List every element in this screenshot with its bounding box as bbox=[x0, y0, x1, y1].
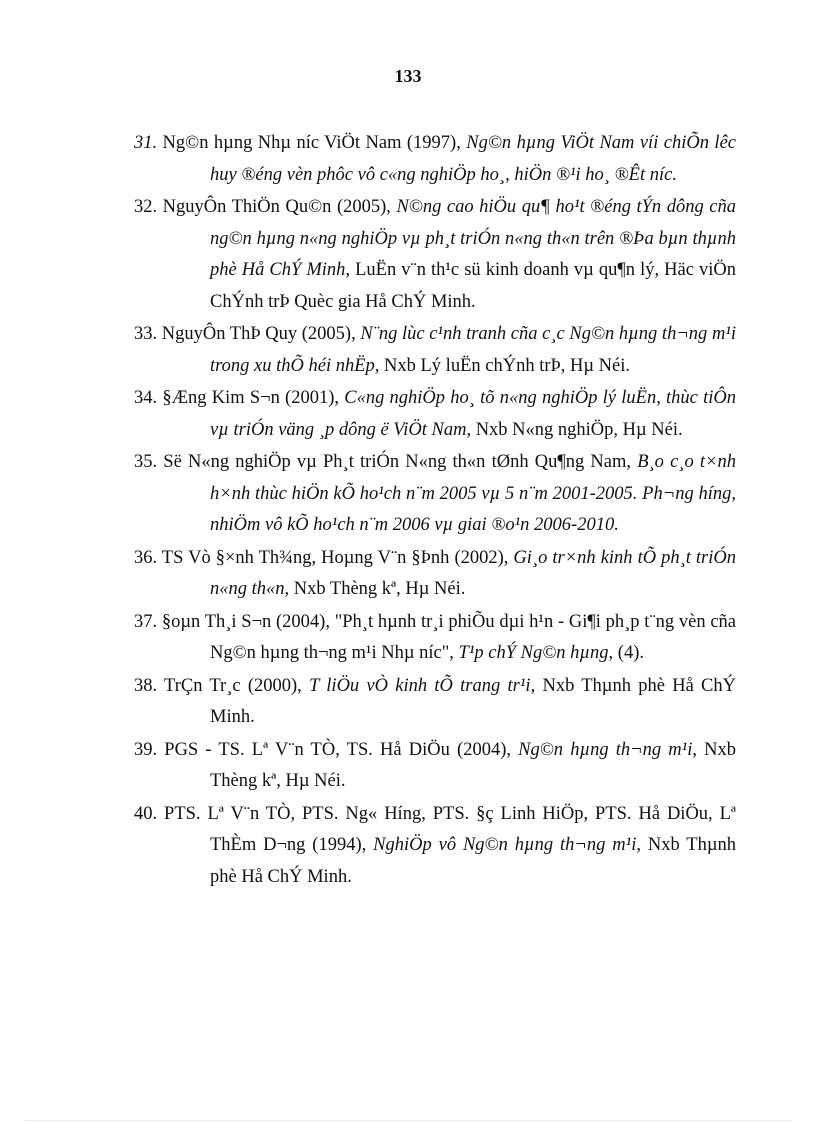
reference-title: Ng©n hµng th¬ng m¹i bbox=[518, 739, 693, 760]
page-bottom-divider bbox=[24, 1120, 792, 1121]
reference-list bbox=[134, 128, 736, 894]
reference-authors: NguyÔn ThÞ Quy (2005), bbox=[157, 324, 361, 344]
reference-authors: PTS. Lª V¨n TÒ, PTS. Ng« Híng, PTS. §ç Linh HiÖp, PTS. Hå DiÖu, Lª ThÈm D¬ng (1994), bbox=[157, 803, 736, 855]
reference-title: NghiÖp vô Ng©n hµng th¬ng m¹i bbox=[373, 835, 637, 855]
reference-publisher: , Nxb Thµnh phè Hå ChÝ Minh. bbox=[210, 675, 736, 727]
reference-number: 32. bbox=[134, 197, 158, 217]
reference-authors: Së N«ng nghiÖp vµ Ph¸t triÓn N«ng th«n tØnh Qu¶ng Nam, bbox=[157, 452, 638, 472]
reference-title: C«ng nghiÖp ho¸ tõ n«ng nghiÖp lý luËn, thùc tiÔn vµ triÓn väng ¸p dông ë ViÖt Nam bbox=[210, 388, 736, 440]
reference-authors: §Æng Kim S¬n (2001), bbox=[157, 388, 345, 408]
reference-title: B¸o c¸o t×nh h×nh thùc hiÖn kÕ ho¹ch n¨m 2005 vµ 5 n¨m 2001-2005. Ph¬ng híng, nhiÖm vô kÕ ho¹ch n¨m 2006 vµ giai ®o¹n 2006-2010. bbox=[210, 452, 736, 535]
reference-publisher: , Nxb Thèng kª, Hµ Néi. bbox=[284, 579, 466, 599]
reference-item bbox=[134, 607, 736, 670]
reference-item bbox=[134, 128, 736, 191]
reference-authors: TrÇn Tr¸c (2000), bbox=[157, 675, 310, 696]
reference-item bbox=[134, 447, 736, 542]
reference-authors: TS Vò §×nh Th¾ng, Hoµng V¨n §Þnh (2002), bbox=[157, 547, 514, 568]
reference-item bbox=[134, 671, 736, 734]
reference-title: T liÖu vÒ kinh tÕ trang tr¹i bbox=[309, 675, 531, 696]
reference-number: 35. bbox=[134, 452, 158, 472]
reference-number: 40. bbox=[134, 803, 158, 824]
reference-number: 33. bbox=[134, 324, 158, 344]
reference-publisher: , (4). bbox=[608, 643, 644, 663]
reference-item bbox=[134, 319, 736, 382]
reference-publisher: , Nxb N«ng nghiÖp, Hµ Néi. bbox=[466, 419, 683, 440]
reference-publisher: , Nxb Thèng kª, Hµ Néi. bbox=[210, 739, 736, 791]
reference-item bbox=[134, 799, 736, 894]
reference-title: N©ng cao hiÖu qu¶ ho¹t ®éng tÝn dông cña ng©n hµng n«ng nghiÖp vµ ph¸t triÓn n«ng th«n trên ®Þa bµn thµnh phè Hå ChÝ Minh bbox=[210, 197, 737, 280]
reference-number: 37. bbox=[134, 611, 158, 632]
reference-title: Gi¸o tr×nh kinh tÕ ph¸t triÓn n«ng th«n bbox=[210, 547, 736, 599]
reference-item bbox=[134, 735, 736, 798]
reference-number: 36. bbox=[134, 547, 158, 568]
reference-number: 39. bbox=[134, 739, 158, 760]
reference-publisher: , Nxb Lý luËn chÝnh trÞ, Hµ Néi. bbox=[374, 355, 631, 376]
reference-number: 34. bbox=[134, 388, 158, 408]
reference-authors: PGS - TS. Lª V¨n TÒ, TS. Hå DiÖu (2004), bbox=[157, 739, 519, 760]
reference-number: 31. bbox=[134, 133, 158, 153]
reference-publisher: , LuËn v¨n th¹c sü kinh doanh vµ qu¶n lý, Häc viÖn ChÝnh trÞ Quèc gia Hå ChÝ Minh. bbox=[210, 260, 736, 312]
reference-title: Ng©n hµng ViÖt Nam víi chiÕn lêc huy ®éng vèn phôc vô c«ng nghiÖp ho¸, hiÖn ®¹i ho¸ ®Êt níc. bbox=[210, 133, 736, 185]
reference-title: N¨ng lùc c¹nh tranh cña c¸c Ng©n hµng th¬ng m¹i trong xu thÕ héi nhËp bbox=[210, 324, 736, 376]
reference-item bbox=[134, 543, 736, 606]
reference-number: 38. bbox=[134, 675, 158, 696]
reference-item bbox=[134, 192, 736, 318]
reference-publisher: , Nxb Thµnh phè Hå ChÝ Minh. bbox=[210, 835, 736, 887]
reference-authors: Ng©n hµng Nhµ níc ViÖt Nam (1997), bbox=[157, 133, 467, 153]
reference-item bbox=[134, 383, 736, 446]
page-number: 133 bbox=[394, 66, 422, 86]
reference-authors: NguyÔn ThiÖn Qu©n (2005), bbox=[157, 197, 397, 217]
reference-title: T¹p chÝ Ng©n hµng bbox=[458, 643, 609, 663]
reference-authors: §oµn Th¸i S¬n (2004), "Ph¸t hµnh tr¸i phiÕu dµi h¹n - Gi¶i ph¸p t¨ng vèn cña Ng©n hµng th¬ng m¹i Nhµ níc", bbox=[157, 611, 736, 663]
